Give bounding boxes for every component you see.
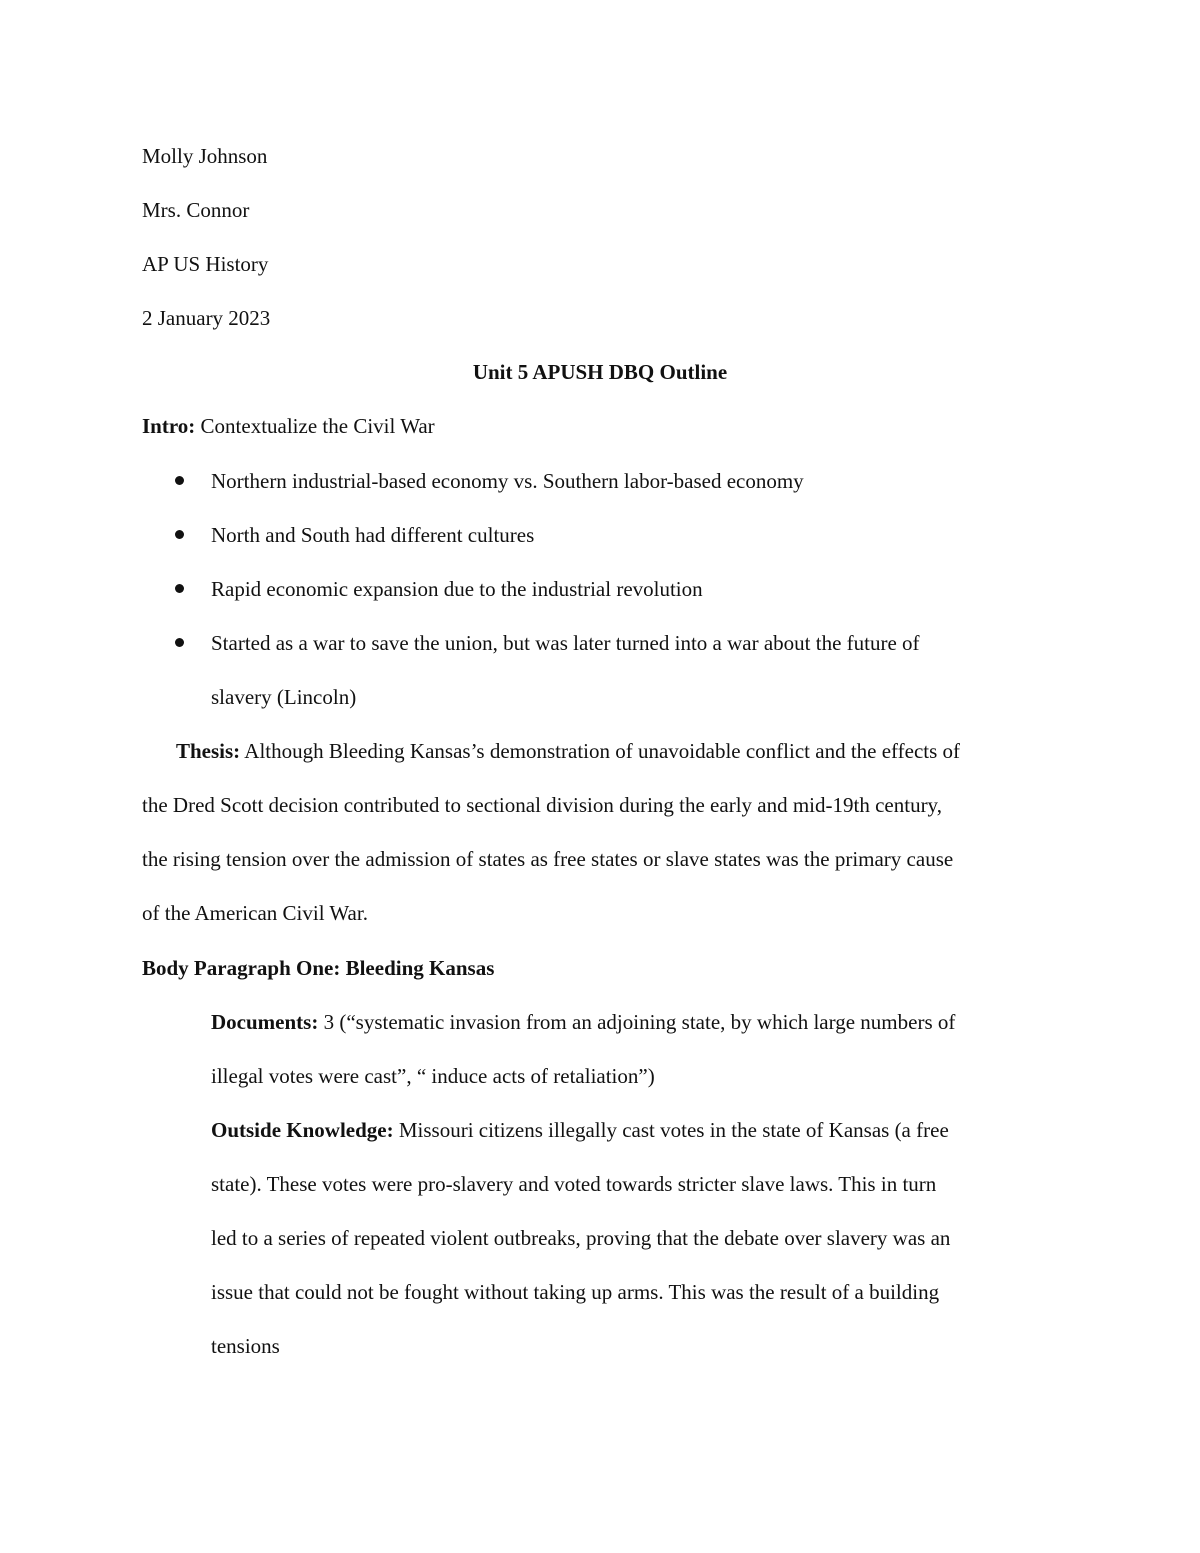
outside-line-1 <box>211 1116 949 1144</box>
intro-bullet-2: North and South had different cultures <box>211 523 535 547</box>
thesis-line-3: the rising tension over the admission of states as free states or slave states was the primary cause <box>142 847 954 871</box>
outside-line-4: issue that could not be fought without taking up arms. This was the result of a building <box>211 1280 940 1304</box>
intro-line <box>142 412 435 440</box>
thesis-line-2: the Dred Scott decision contributed to sectional division during the early and mid-19th century, <box>142 793 942 817</box>
thesis-text-1: Although Bleeding Kansas’s demonstration of unavoidable conflict and the effects of <box>244 739 961 763</box>
outside-line-2: state). These votes were pro-slavery and voted towards stricter slave laws. This in turn <box>211 1172 937 1196</box>
outside-line-5: tensions <box>211 1334 280 1358</box>
body-one-heading-text: Body Paragraph One: Bleeding Kansas <box>142 956 495 980</box>
teacher-name: Mrs. Connor <box>142 198 250 222</box>
bullet-icon <box>175 638 184 647</box>
thesis-line-1 <box>176 737 960 765</box>
outside-line-3: led to a series of repeated violent outbreaks, proving that the debate over slavery was an <box>211 1226 951 1250</box>
intro-text: Contextualize the Civil War <box>200 414 435 438</box>
thesis-line-4: of the American Civil War. <box>142 901 368 925</box>
documents-text-1: 3 (“systematic invasion from an adjoining state, by which large numbers of <box>323 1010 956 1034</box>
document-date: 2 January 2023 <box>142 306 271 330</box>
bullet-icon <box>175 476 184 485</box>
documents-line-1 <box>211 1008 955 1036</box>
thesis-label: Thesis: <box>176 739 241 763</box>
intro-bullet-4-continued: slavery (Lincoln) <box>211 685 357 709</box>
intro-bullet-3: Rapid economic expansion due to the industrial revolution <box>211 577 703 601</box>
intro-label: Intro: <box>142 414 196 438</box>
intro-bullet-1: Northern industrial-based economy vs. Southern labor-based economy <box>211 469 804 493</box>
course-name: AP US History <box>142 252 269 276</box>
bullet-icon <box>175 584 184 593</box>
student-name: Molly Johnson <box>142 144 268 168</box>
intro-bullet-4: Started as a war to save the union, but was later turned into a war about the future of <box>211 631 920 655</box>
bullet-icon <box>175 530 184 539</box>
outside-text-1: Missouri citizens illegally cast votes in the state of Kansas (a free <box>398 1118 949 1142</box>
document-title: Unit 5 APUSH DBQ Outline <box>472 360 728 384</box>
body-one-heading <box>142 954 494 982</box>
outside-label: Outside Knowledge: <box>211 1118 394 1142</box>
documents-line-2: illegal votes were cast”, “ induce acts of retaliation”) <box>211 1064 655 1088</box>
documents-label: Documents: <box>211 1010 319 1034</box>
